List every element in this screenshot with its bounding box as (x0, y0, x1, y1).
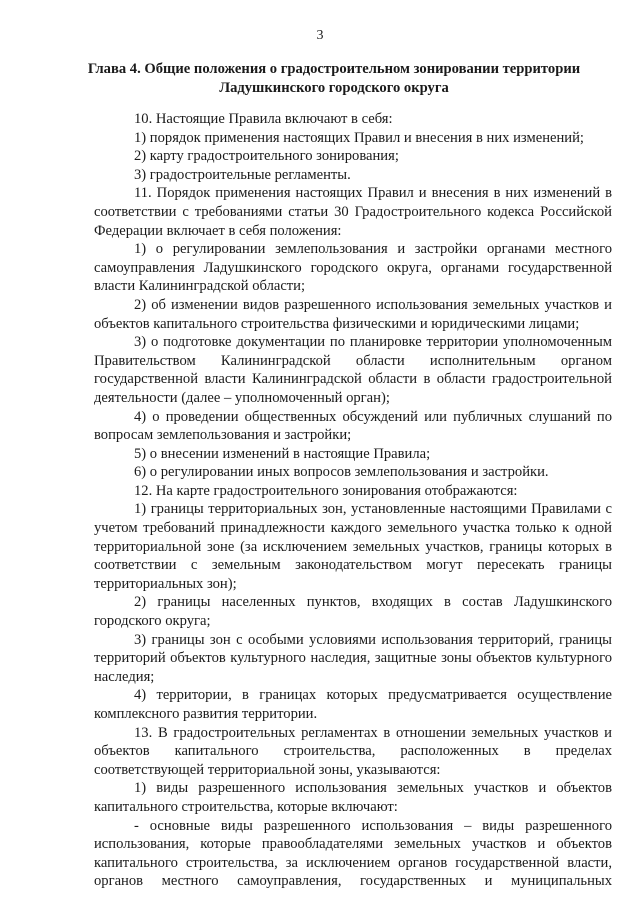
paragraph: 5) о внесении изменений в настоящие Правила; (134, 445, 431, 462)
paragraph: 12. На карте градостроительного зонирования отображаются: (134, 482, 518, 499)
paragraph: 4) территории, в границах которых предусматривается осуществление комплексного развития территории. (94, 687, 612, 722)
page-number: 3 (316, 28, 324, 43)
paragraph: 3) о подготовке документации по планировке территории уполномоченным Правительством Калининградской области исполнительным органом государственной власти Калининградской области в области градостроительной деятельности (далее – уполномоченный орган); (94, 334, 612, 406)
paragraph: 3) границы зон с особыми условиями использования территорий, границы территорий объектов культурного наследия, защитные зоны объектов культурного наследия; (94, 631, 612, 685)
paragraph: 1) порядок применения настоящих Правил и внесения в них изменений; (134, 129, 584, 146)
paragraph: 2) об изменении видов разрешенного использования земельных участков и объектов капитального строительства физическими и юридическими лицами; (94, 296, 612, 332)
document-body (94, 110, 612, 891)
paragraph: 6) о регулировании иных вопросов землепользования и застройки. (134, 464, 549, 481)
paragraph: - основные виды разрешенного использования – виды разрешенного использования, которые правообладателями земельных участков и объектов капитального строительства, за исключением органов государственной власти, органов местного самоуправления, государственных и муниципальных (94, 817, 612, 890)
paragraph: 13. В градостроительных регламентах в отношении земельных участков и объектов капитального строительства, расположенных в пределах соответствующей территориальной зоны, указываются: (94, 724, 612, 778)
paragraph: 1) о регулировании землепользования и застройки органами местного самоуправления Ладушкинского городского округа, органами государственной власти Калининградской области; (94, 241, 612, 295)
paragraph: 2) карту градостроительного зонирования; (134, 148, 399, 165)
paragraph: 1) виды разрешенного использования земельных участков и объектов капитального строительства, которые включают: (94, 780, 612, 815)
paragraph: 2) границы населенных пунктов, входящих в состав Ладушкинского городского округа; (94, 594, 612, 630)
paragraph: 3) градостроительные регламенты. (134, 166, 351, 183)
paragraph: 10. Настоящие Правила включают в себя: (134, 111, 393, 127)
paragraph: 1) границы территориальных зон, установленные настоящими Правилами с учетом требований принадлежности каждого земельного участка только к одной территориальной зоне (за исключением земельных участков, границы которых в соответствии с земельным законодательством могут пересекать границы территориальных зон); (94, 501, 612, 592)
paragraph: 4) о проведении общественных обсуждений или публичных слушаний по вопросам землепользования и застройки; (94, 408, 612, 444)
paragraph: 11. Порядок применения настоящих Правил и внесения в них изменений в соответствии с требованиями статьи 30 Градостроительного кодекса Российской Федерации включает в себя положения: (94, 185, 612, 239)
chapter-heading: Глава 4. Общие положения о градостроительном зонировании территории Ладушкинского городского округа (87, 61, 581, 96)
